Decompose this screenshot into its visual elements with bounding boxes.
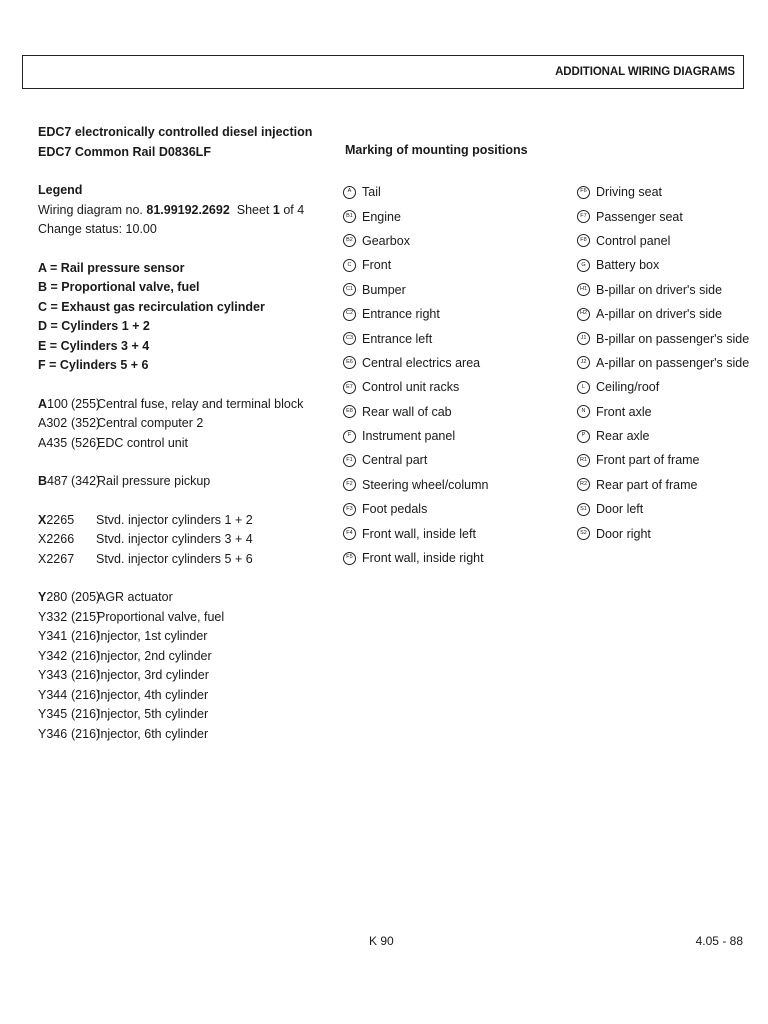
legend-label: Legend [38,183,83,197]
position-code-badge: J1 [577,332,590,345]
position-label: Passenger seat [596,209,683,224]
position-code-badge: L [577,381,590,394]
position-code-badge: F [343,430,356,443]
position-label: Rear part of frame [596,477,698,492]
marking-column-1 [343,180,488,570]
component-ref-number: (216) [71,629,101,643]
position-label: Engine [362,209,401,224]
component-row [38,472,338,492]
marking-item [577,497,749,521]
assignment-list [38,259,338,376]
component-row [38,725,338,745]
position-label: A-pillar on passenger's side [596,355,750,370]
sheet-number: 1 [272,202,280,217]
wiring-diagram-line [38,201,338,221]
position-code-badge: B1 [343,210,356,223]
component-code [38,705,71,725]
component-code-rest: X2267 [38,551,75,566]
component-description: Injector, 5th cylinder [97,707,209,721]
position-code-badge: R2 [577,478,590,491]
component-description: Proportional valve, fuel [97,609,225,624]
marking-item [577,400,749,424]
marking-item [577,473,749,497]
component-description: AGR actuator [97,590,173,604]
marking-item [577,375,749,399]
component-code-rest: Y344 [38,687,68,702]
marking-column-2 [577,180,749,546]
component-code [38,434,71,454]
component-ref-number: (216) [71,648,101,663]
component-description: Injector, 3rd cylinder [97,668,209,682]
position-code-badge: F3 [343,503,356,516]
header-title: ADDITIONAL WIRING DIAGRAMS [555,66,735,78]
component-code-lead: Y [38,590,47,604]
assignment-item: B = Proportional valve, fuel [38,280,200,294]
position-code-badge: G [577,259,590,272]
marking-item [577,521,749,545]
position-code-badge: F5 [343,552,356,565]
marking-item [343,424,488,448]
assignment-item: F = Cylinders 5 + 6 [38,358,149,372]
component-code-rest: A302 [38,416,68,430]
wiring-prefix: Wiring diagram no. [38,202,147,217]
component-description: Stvd. injector cylinders 1 + 2 [96,512,253,527]
component-row [38,686,338,706]
position-code-badge: H1 [577,283,590,296]
component-row [38,705,338,725]
sheet-prefix: Sheet [229,202,273,217]
component-ref-number: (352) [71,416,101,430]
position-label: Entrance right [362,307,440,322]
doc-title-line1: EDC7 electronically controlled diesel injection [38,125,313,139]
component-code-rest: Y345 [38,707,68,721]
position-label: Control unit racks [362,380,460,395]
marking-item [343,229,488,253]
component-code-rest: Y343 [38,668,68,682]
marking-item [343,204,488,228]
doc-title-line2: EDC7 Common Rail D0836LF [38,144,211,159]
marking-item [577,351,749,375]
marking-item [343,448,488,472]
position-label: Bumper [362,282,406,297]
position-label: Rear axle [596,429,650,444]
component-row [38,511,338,531]
position-code-badge: F1 [343,454,356,467]
marking-item [343,351,488,375]
component-row [38,530,338,550]
change-status: Change status: 10.00 [38,222,157,236]
position-label: Front wall, inside right [362,551,484,566]
position-label: Door left [596,502,644,517]
component-code [38,686,71,706]
position-code-badge: S2 [577,527,590,540]
component-ref-number: (215) [71,609,101,624]
component-group-b [38,472,338,492]
marking-item [343,326,488,350]
component-code [38,511,96,531]
component-code [38,725,71,745]
position-code-badge: C2 [343,308,356,321]
component-row [38,647,338,667]
component-code-rest: Y332 [38,609,68,624]
component-description: Central fuse, relay and terminal block [97,396,304,411]
position-label: Gearbox [362,233,410,248]
component-code [38,414,71,434]
component-code [38,647,71,667]
component-code [38,666,71,686]
position-code-badge: C1 [343,283,356,296]
position-label: B-pillar on passenger's side [596,331,750,346]
position-code-badge: F4 [343,527,356,540]
component-code [38,395,71,415]
marking-item [577,326,749,350]
position-code-badge: S1 [577,503,590,516]
assignment-item: D = Cylinders 1 + 2 [38,319,150,333]
component-ref-number: (216) [71,707,101,721]
position-label: Central electrics area [362,355,481,370]
marking-item [577,229,749,253]
assignment-item: A = Rail pressure sensor [38,260,185,275]
position-code-badge: E6 [343,356,356,369]
component-code-rest: 2265 [46,512,75,527]
position-label: Front wall, inside left [362,526,476,541]
position-code-badge: F6 [577,186,590,199]
marking-item [577,180,749,204]
component-code-rest: A435 [38,435,68,450]
component-description: Injector, 1st cylinder [97,629,208,643]
marking-item [343,473,488,497]
component-row [38,627,338,647]
component-code-rest: X2266 [38,532,75,546]
marking-item [343,375,488,399]
position-label: Front part of frame [596,453,700,468]
position-code-badge: P [577,430,590,443]
component-description: Injector, 2nd cylinder [97,648,212,663]
position-label: Front [362,258,392,273]
header-box [22,55,744,89]
position-code-badge: E7 [343,381,356,394]
component-group-x [38,511,338,570]
position-label: Door right [596,526,651,541]
position-code-badge: H2 [577,308,590,321]
component-ref-number: (255) [71,396,101,411]
marking-item [343,278,488,302]
component-ref-number: (526) [71,435,101,450]
component-ref-number: (205) [71,590,101,604]
position-label: Battery box [596,258,660,273]
component-code-rest: 280 [46,590,68,604]
wiring-number: 81.99192.2692 [146,202,230,217]
marking-item [577,253,749,277]
component-description: EDC control unit [97,435,189,450]
position-label: Foot pedals [362,502,428,517]
position-code-badge: F8 [577,234,590,247]
position-label: A-pillar on driver's side [596,307,723,322]
component-row [38,550,338,570]
component-description: Stvd. injector cylinders 3 + 4 [96,532,253,546]
position-code-badge: C3 [343,332,356,345]
marking-item [577,448,749,472]
marking-item [577,204,749,228]
position-label: Front axle [596,404,652,419]
position-code-badge: R1 [577,454,590,467]
position-label: Control panel [596,233,671,248]
component-code [38,530,96,550]
component-description: Rail pressure pickup [97,474,211,488]
position-code-badge: F2 [343,478,356,491]
marking-item [577,302,749,326]
position-label: Ceiling/roof [596,380,660,395]
marking-title: Marking of mounting positions [345,143,528,157]
component-code-rest: Y342 [38,648,68,663]
position-label: Central part [362,453,428,468]
component-code [38,550,96,570]
component-ref-number: (216) [71,726,101,741]
component-code-lead: X [38,512,47,527]
component-row [38,395,338,415]
marking-item [577,424,749,448]
marking-item [343,400,488,424]
position-label: B-pillar on driver's side [596,282,723,297]
component-description: Injector, 6th cylinder [97,726,209,741]
component-code-rest: Y346 [38,726,68,741]
component-code-rest: 487 [47,474,68,488]
marking-item [343,180,488,204]
footer-page-code: K 90 [369,934,394,948]
position-code-badge: N [577,405,590,418]
component-code-lead: A [38,396,48,411]
component-code [38,627,71,647]
position-label: Instrument panel [362,429,456,444]
position-code-badge: B2 [343,234,356,247]
marking-item [343,253,488,277]
component-code-lead: B [38,474,48,488]
position-label: Driving seat [596,185,662,200]
component-row [38,666,338,686]
position-code-badge: J2 [577,356,590,369]
position-code-badge: E8 [343,405,356,418]
position-code-badge: A [343,186,356,199]
sheet-suffix: of 4 [279,202,305,217]
component-code-rest: 100 [47,396,68,411]
marking-item [343,546,488,570]
position-code-badge: C [343,259,356,272]
assignment-item: E = Cylinders 3 + 4 [38,338,150,353]
component-group-a [38,395,338,454]
component-ref-number: (342) [71,474,101,488]
footer-page-number: 4.05 - 88 [695,934,743,948]
component-description: Central computer 2 [97,416,204,430]
position-label: Tail [362,185,381,200]
component-row [38,608,338,628]
position-code-badge: F7 [577,210,590,223]
component-code [38,472,71,492]
assignment-item: C = Exhaust gas recirculation cylinder [38,299,265,314]
marking-item [343,521,488,545]
component-ref-number: (216) [71,668,101,682]
marking-item [343,497,488,521]
component-code [38,608,71,628]
component-group-y [38,588,338,744]
component-row [38,588,338,608]
component-description: Injector, 4th cylinder [97,687,209,702]
position-label: Entrance left [362,331,433,346]
marking-item [343,302,488,326]
position-label: Rear wall of cab [362,404,452,419]
component-row [38,414,338,434]
component-description: Stvd. injector cylinders 5 + 6 [96,551,253,566]
legend-section [38,123,338,744]
component-row [38,434,338,454]
component-code-rest: Y341 [38,629,68,643]
component-code [38,588,71,608]
position-label: Steering wheel/column [362,477,489,492]
marking-item [577,278,749,302]
component-ref-number: (216) [71,687,101,702]
